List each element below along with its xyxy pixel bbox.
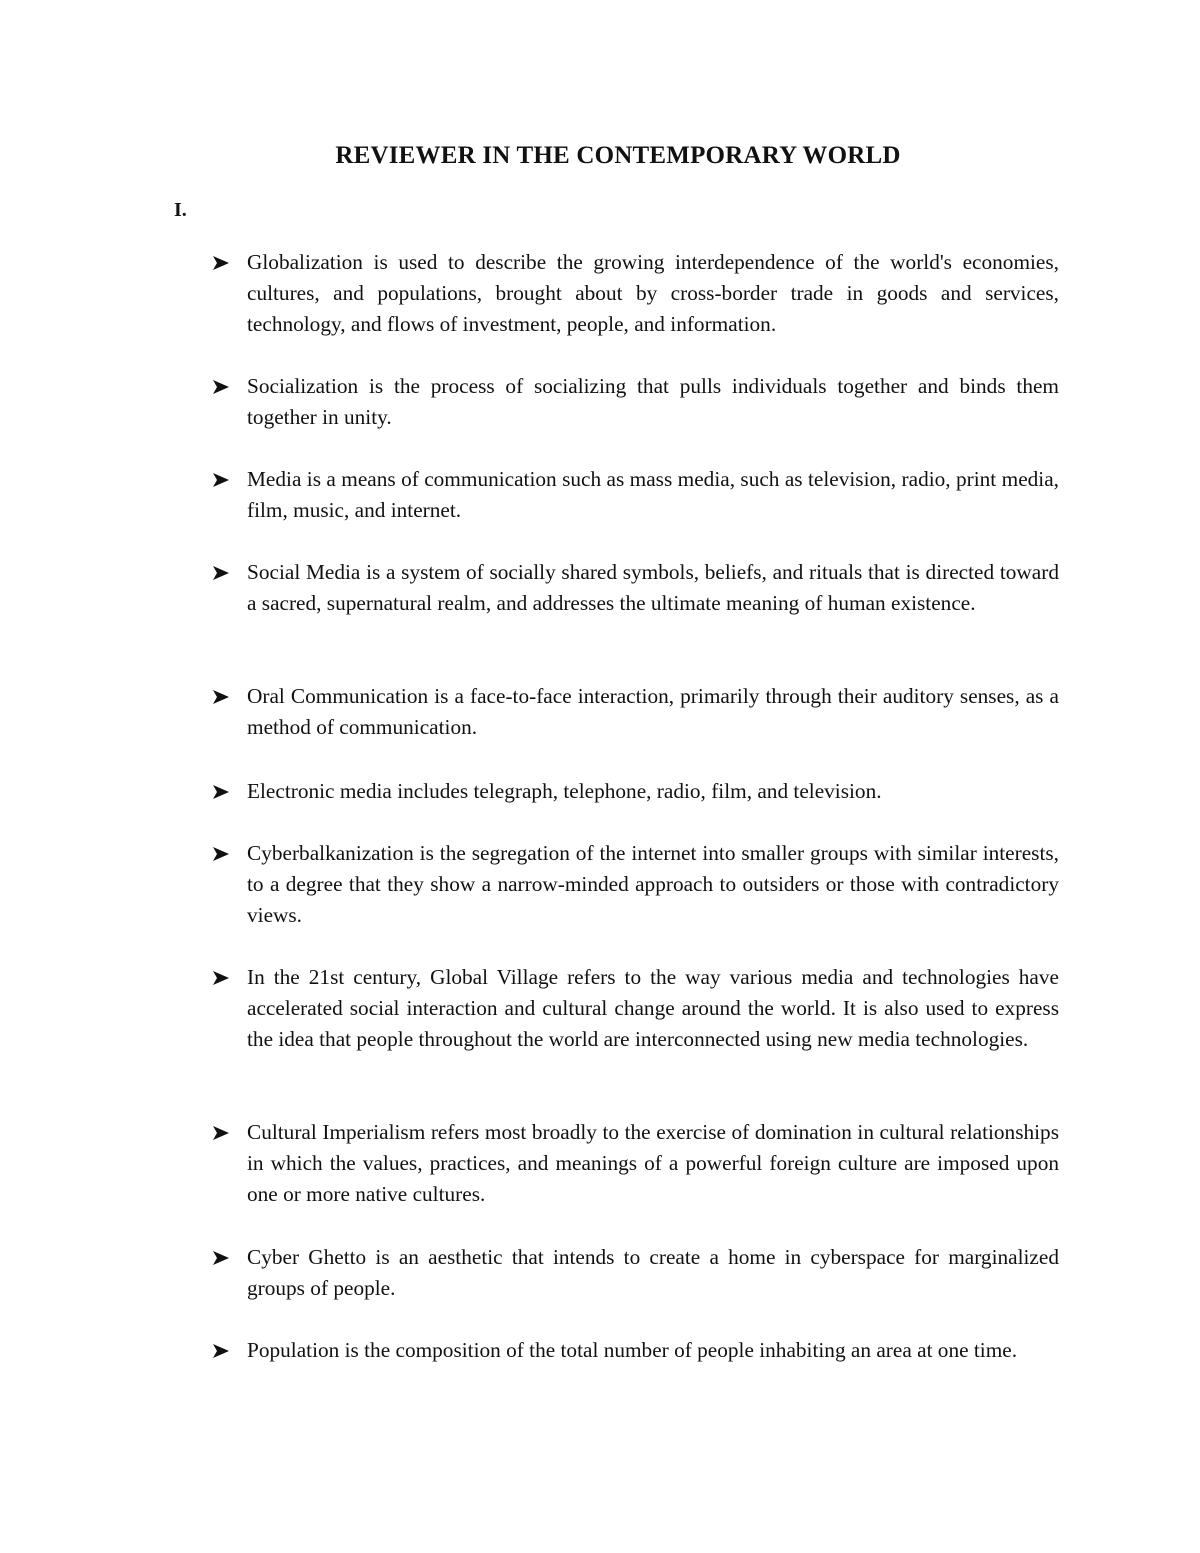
list-item <box>213 838 1059 931</box>
list-item-text: Cultural Imperialism refers most broadly to the exercise of domination in cultural relationships in which the values, practices, and meanings of a powerful foreign culture are imposed upon one or more native cultures. <box>247 1120 1059 1206</box>
list-item <box>213 557 1059 619</box>
arrowhead-bullet-icon <box>213 566 229 580</box>
list-item <box>213 776 1059 807</box>
list-item-text: In the 21st century, Global Village refers to the way various media and technologies have accelerated social interaction and cultural change around the world. It is also used to express the idea that people throughout the world are interconnected using new media technologies. <box>247 965 1059 1051</box>
arrowhead-bullet-icon <box>213 1251 229 1265</box>
list-item-text: Oral Communication is a face-to-face interaction, primarily through their auditory senses, as a method of communication. <box>247 684 1059 739</box>
list-item-text: Cyberbalkanization is the segregation of the internet into smaller groups with similar interests, to a degree that they show a narrow-minded approach to outsiders or those with contradictory views. <box>247 841 1059 927</box>
arrowhead-bullet-icon <box>213 256 229 270</box>
arrowhead-bullet-icon <box>213 1344 229 1358</box>
arrowhead-bullet-icon <box>213 473 229 487</box>
section-number: I. <box>174 199 187 221</box>
list-item-text: Socialization is the process of socializing that pulls individuals together and binds them together in unity. <box>247 374 1059 429</box>
list-item-text: Social Media is a system of socially shared symbols, beliefs, and rituals that is directed toward a sacred, supernatural realm, and addresses the ultimate meaning of human existence. <box>247 560 1059 615</box>
document-title: REVIEWER IN THE CONTEMPORARY WORLD <box>335 142 901 169</box>
list-item-text: Electronic media includes telegraph, telephone, radio, film, and television. <box>247 779 882 803</box>
list-item-text: Cyber Ghetto is an aesthetic that intends to create a home in cyberspace for marginalized groups of people. <box>247 1245 1059 1300</box>
arrowhead-bullet-icon <box>213 380 229 394</box>
arrowhead-bullet-icon <box>213 1126 229 1140</box>
list-item <box>213 1242 1059 1304</box>
list-item-text: Media is a means of communication such as mass media, such as television, radio, print media, film, music, and internet. <box>247 467 1059 522</box>
list-item <box>213 1335 1059 1366</box>
arrowhead-bullet-icon <box>213 847 229 861</box>
arrowhead-bullet-icon <box>213 785 229 799</box>
list-item <box>213 1117 1059 1210</box>
list-item <box>213 247 1059 340</box>
arrowhead-bullet-icon <box>213 690 229 704</box>
list-item <box>213 371 1059 433</box>
list-item <box>213 681 1059 743</box>
list-item <box>213 464 1059 526</box>
list-item <box>213 962 1059 1055</box>
list-item-text: Globalization is used to describe the growing interdependence of the world's economies, cultures, and populations, brought about by cross-border trade in goods and services, technology, and flows of investment, people, and information. <box>247 250 1059 336</box>
arrowhead-bullet-icon <box>213 971 229 985</box>
list-item-text: Population is the composition of the total number of people inhabiting an area at one time. <box>247 1338 1018 1362</box>
